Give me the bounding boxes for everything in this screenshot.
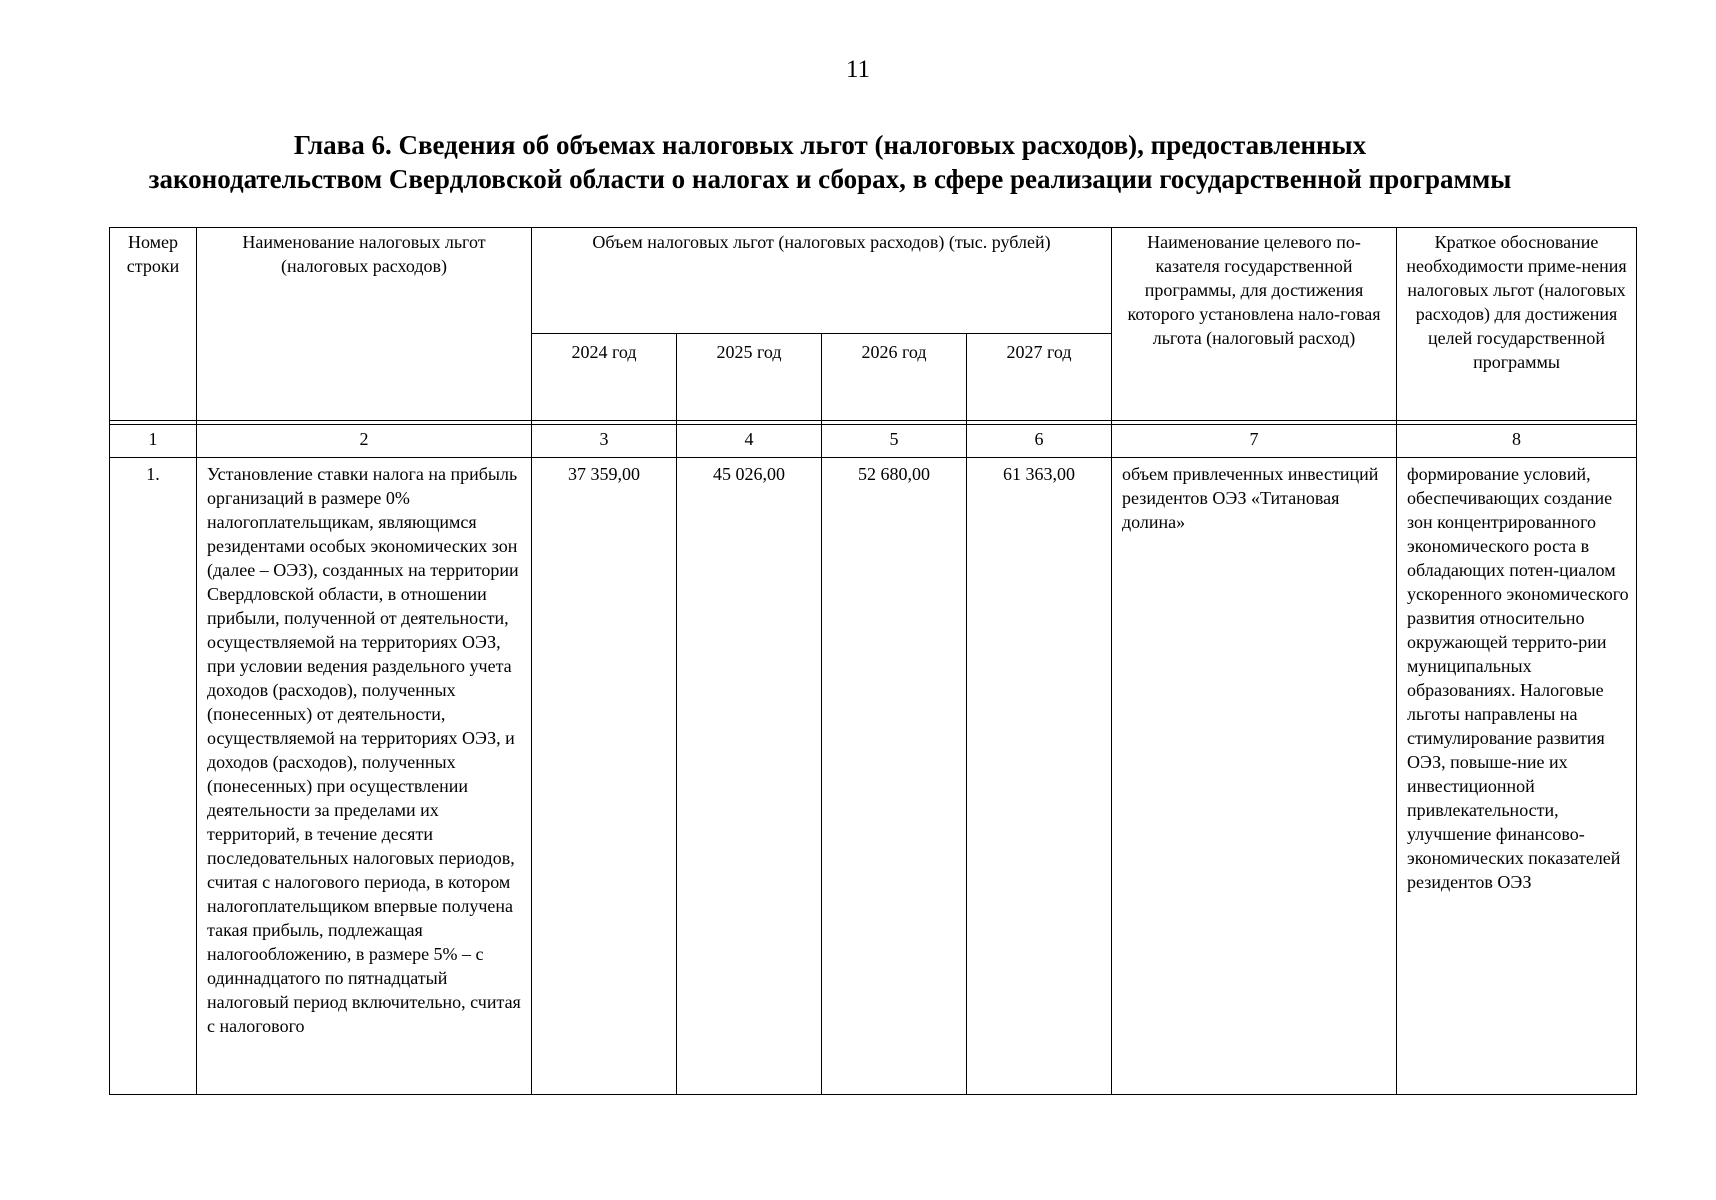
- column-number-row: [110, 425, 1637, 458]
- page-number: 11: [845, 56, 871, 83]
- table-row: [110, 458, 1637, 1095]
- header-benefit-name: Наименование налоговых льгот (налоговых расходов): [197, 228, 532, 421]
- column-number: 4: [677, 425, 822, 458]
- header-justification: Краткое обоснование необходимости приме-нения налоговых льгот (налоговых расходов) для достижения целей государственной программы: [1397, 228, 1637, 421]
- row-benefit-name-text: Установление ставки налога на прибыль организаций в размере 0% налогоплательщикам, являющимся резидентами особых экономических зон (далее – ОЭЗ), созданных на территории Свердловской области, в отношении прибыли, полученной от деятельности, осуществляемой на территориях ОЭЗ, при условии ведения раздельного учета доходов (расходов), полученных (понесенных) от деятельности, осуществляемой на территориях ОЭЗ, и доходов (расходов), полученных (понесенных) при осуществлении деятельности за пределами их территорий, в течение десяти последовательных налоговых периодов, считая с налогового периода, в котором налогоплательщиком впервые получена такая прибыль, подлежащая налогообложению, в размере 5% – с одиннадцатого по пятнадцатый налоговый период включительно, считая с налогового: [207, 464, 521, 1036]
- chapter-title-line-2: законодательством Свердловской области о налогах и сборах, в сфере реализации государственной программы: [148, 164, 1512, 194]
- row-value-2025: 45 026,00: [677, 458, 822, 1095]
- column-number: 2: [197, 425, 532, 458]
- column-number: 8: [1397, 425, 1637, 458]
- column-number: 6: [967, 425, 1112, 458]
- tax-benefits-table: [109, 227, 1637, 1095]
- row-value-2027: 61 363,00: [967, 458, 1112, 1095]
- row-value-2024: 37 359,00: [532, 458, 677, 1095]
- header-year-2024: 2024 год: [532, 334, 677, 421]
- header-volume: Объем налоговых льгот (налоговых расходов) (тыс. рублей): [532, 228, 1112, 334]
- chapter-title: [100, 128, 1560, 196]
- row-target-indicator: объем привлеченных инвестиций резидентов ОЭЗ «Титановая долина»: [1112, 458, 1397, 1095]
- row-number: 1.: [110, 458, 197, 1095]
- header-target-indicator: Наименование целевого по-казателя государственной программы, для достижения которого установлена нало-говая льгота (налоговый расход): [1112, 228, 1397, 421]
- row-value-2026: 52 680,00: [822, 458, 967, 1095]
- column-number: 1: [110, 425, 197, 458]
- header-year-2027: 2027 год: [967, 334, 1112, 421]
- header-row-number: Номер строки: [110, 228, 197, 421]
- column-number: 5: [822, 425, 967, 458]
- header-year-2026: 2026 год: [822, 334, 967, 421]
- column-number: 3: [532, 425, 677, 458]
- column-number: 7: [1112, 425, 1397, 458]
- header-year-2025: 2025 год: [677, 334, 822, 421]
- chapter-title-line-1: Глава 6. Сведения об объемах налоговых льгот (налоговых расходов), предоставленных: [293, 130, 1367, 160]
- row-justification: формирование условий, обеспечивающих создание зон концентрированного экономического роста в обладающих потен-циалом ускоренного экономического развития относительно окружающей террито-рии муниципальных образованиях. Налоговые льготы направлены на стимулирование развития ОЭЗ, повыше-ние их инвестиционной привлекательности, улучшение финансово-экономических показателей резидентов ОЭЗ: [1397, 458, 1637, 1095]
- row-benefit-name: [197, 458, 532, 1095]
